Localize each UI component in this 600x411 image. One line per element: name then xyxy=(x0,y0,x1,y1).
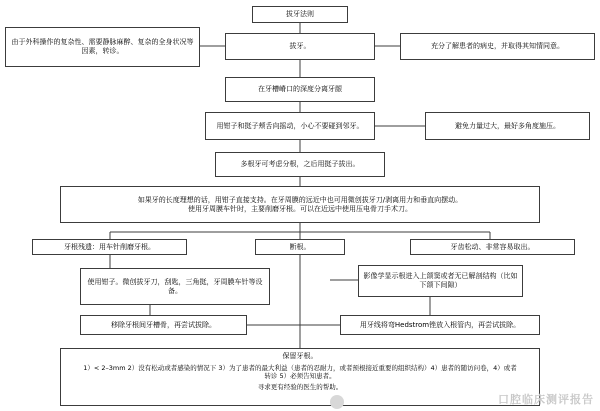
node-loose-tooth: 牙齿松动、非常容易取出。 xyxy=(410,239,575,255)
node-long-root-line2: 使用牙周膜车针时，主要削磨牙根。可以在近远中使用压电骨刀手术刀。 xyxy=(188,204,412,213)
node-forceps-elevator: 用钳子和挺子颊舌向摇动，小心不要碰到邻牙。 xyxy=(205,112,375,140)
node-retain-root xyxy=(60,348,540,406)
node-gingival-separation: 在牙槽嵴口的深度分离牙龈 xyxy=(225,77,375,102)
node-consent: 充分了解患者的病史，并取得其知情同意。 xyxy=(400,33,595,60)
node-referral: 由于外科操作的复杂性、需要静脉麻醉、复杂的全身状况等因素，转诊。 xyxy=(5,27,200,67)
node-multiroot-sectioning: 多根牙可考虑分根，之后用挺子拔出。 xyxy=(215,152,385,177)
node-root-fracture: 断根。 xyxy=(255,239,345,255)
node-hedstrom-file: 用牙线将弯Hedstrom锉放入根管内，再尝试拔除。 xyxy=(340,315,540,335)
node-instruments: 使用钳子。微创拔牙刀，刮匙，三角挺，牙周膜车针等设备。 xyxy=(80,268,270,305)
watermark-logo-icon xyxy=(330,395,344,409)
watermark-text: 口腔临床测评报告 xyxy=(498,393,594,406)
node-retain-root-referral: 寻求更有经验的医生的帮助。 xyxy=(257,383,343,391)
node-avoid-excessive-force: 避免力量过大，最好多角度施压。 xyxy=(425,112,590,140)
node-long-root-line1: 如果牙的长度理想的话，用钳子直接支持。在牙周膜的远近中也可用微创拔牙刀/剥离用力和垂直向摆动。 xyxy=(137,195,463,204)
node-long-root-technique xyxy=(60,186,540,223)
node-remove-interradicular-bone: 移除牙根间牙槽骨，再尝试拔除。 xyxy=(80,315,247,335)
node-root-remnant: 牙根残遗：用车针削磨牙根。 xyxy=(32,239,187,255)
node-retain-root-title: 保留牙根。 xyxy=(282,352,318,360)
node-extraction: 拔牙。 xyxy=(225,33,375,60)
node-retain-root-criteria: 1）< 2–3mm 2）没有松动或者感染的情况下 3）为了患者的最大利益（患者的忍耐力，或者预根接近重要的组织结构）4）患者的随访问卷，4）或者转诊 5）必须告知患者。 xyxy=(83,363,517,380)
node-title: 拔牙法则 xyxy=(252,6,348,23)
node-imaging-findings: 影像学显示根进入上颌窦或者无已解剖结构（比如下颌下间隙） xyxy=(358,265,523,297)
